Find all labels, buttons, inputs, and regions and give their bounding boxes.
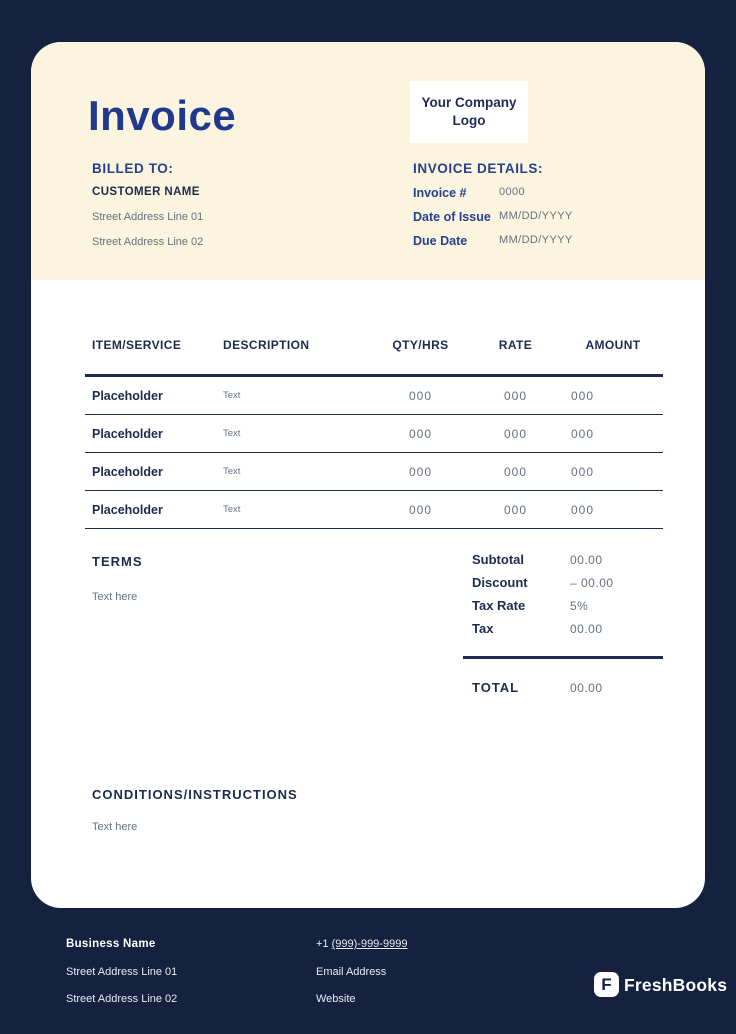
tax-rate-row	[463, 594, 663, 617]
footer-business-name: Business Name	[66, 938, 156, 950]
column-header-amount: AMOUNT	[585, 338, 641, 352]
rate-cell: 000	[503, 502, 528, 517]
discount-value: – 00.00	[570, 575, 614, 590]
customer-name: CUSTOMER NAME	[92, 186, 200, 198]
terms-heading: TERMS	[92, 554, 143, 569]
invoice-header-band	[31, 42, 705, 280]
qty-cell: 000	[408, 502, 433, 517]
terms-body: Text here	[92, 591, 138, 603]
total-value: 00.00	[570, 680, 603, 695]
footer-website: Website	[316, 993, 356, 1005]
tax-row	[463, 617, 663, 640]
company-logo-line2: Logo	[452, 113, 486, 128]
column-header-rate: RATE	[498, 338, 533, 352]
item-cell: Placeholder	[92, 502, 163, 517]
qty-cell: 000	[408, 464, 433, 479]
invoice-title: Invoice	[88, 92, 237, 139]
company-logo-placeholder	[410, 81, 528, 143]
item-cell: Placeholder	[92, 388, 163, 403]
totals-block	[463, 548, 663, 699]
item-cell: Placeholder	[92, 426, 163, 441]
qty-cell: 000	[408, 426, 433, 441]
qty-cell: 000	[408, 388, 433, 403]
subtotal-value: 00.00	[570, 552, 603, 567]
phone-number[interactable]: (999)-999-9999	[331, 938, 408, 950]
subtotal-label: Subtotal	[472, 552, 524, 567]
invoice-number-value: 0000	[499, 186, 526, 198]
item-cell: Placeholder	[92, 464, 163, 479]
subtotal-row	[463, 548, 663, 571]
tax-label: Tax	[472, 621, 494, 636]
tax-rate-value: 5%	[570, 598, 589, 613]
amount-cell: 000	[571, 502, 595, 517]
table-header-row	[85, 338, 663, 377]
table-row	[85, 491, 663, 529]
rate-cell: 000	[503, 426, 528, 441]
total-label: TOTAL	[472, 680, 520, 695]
date-of-issue-value: MM/DD/YYYY	[499, 210, 573, 222]
conditions-heading: CONDITIONS/INSTRUCTIONS	[92, 787, 298, 802]
footer-phone[interactable]	[316, 938, 407, 950]
invoice-details-heading: INVOICE DETAILS:	[413, 161, 544, 176]
tax-value: 00.00	[570, 621, 603, 636]
amount-cell: 000	[571, 426, 595, 441]
description-cell: Text	[223, 390, 241, 401]
amount-cell: 000	[571, 464, 595, 479]
table-row	[85, 415, 663, 453]
date-of-issue-label: Date of Issue	[413, 210, 491, 224]
description-cell: Text	[223, 428, 241, 439]
freshbooks-icon	[594, 972, 619, 997]
totals-divider	[463, 656, 663, 659]
billed-to-heading: BILLED TO:	[92, 161, 174, 176]
due-date-label: Due Date	[413, 234, 468, 248]
rate-cell: 000	[503, 464, 528, 479]
discount-label: Discount	[472, 575, 528, 590]
column-header-qty-hrs: QTY/HRS	[392, 338, 449, 352]
freshbooks-icon-letter: F	[601, 974, 612, 994]
invoice-number-label: Invoice #	[413, 186, 467, 200]
invoice-card	[31, 42, 705, 908]
company-logo-line1: Your Company	[421, 94, 517, 110]
total-row	[463, 676, 663, 699]
footer-email: Email Address	[316, 966, 387, 978]
conditions-body: Text here	[92, 821, 138, 833]
billed-address-line2: Street Address Line 02	[92, 236, 204, 248]
description-cell: Text	[223, 504, 241, 515]
rate-cell: 000	[503, 388, 528, 403]
column-header-item-service: ITEM/SERVICE	[92, 338, 182, 352]
line-items-table	[85, 338, 663, 529]
tax-rate-label: Tax Rate	[472, 598, 526, 613]
description-cell: Text	[223, 466, 241, 477]
discount-row	[463, 571, 663, 594]
due-date-value: MM/DD/YYYY	[499, 234, 573, 246]
billed-address-line1: Street Address Line 01	[92, 211, 204, 223]
freshbooks-wordmark: FreshBooks	[624, 975, 728, 995]
amount-cell: 000	[571, 388, 595, 403]
table-row	[85, 453, 663, 491]
footer-address-line1: Street Address Line 01	[66, 966, 178, 978]
column-header-description: DESCRIPTION	[223, 338, 310, 352]
phone-prefix: +1	[316, 938, 332, 950]
table-row	[85, 377, 663, 415]
footer-address-line2: Street Address Line 02	[66, 993, 178, 1005]
